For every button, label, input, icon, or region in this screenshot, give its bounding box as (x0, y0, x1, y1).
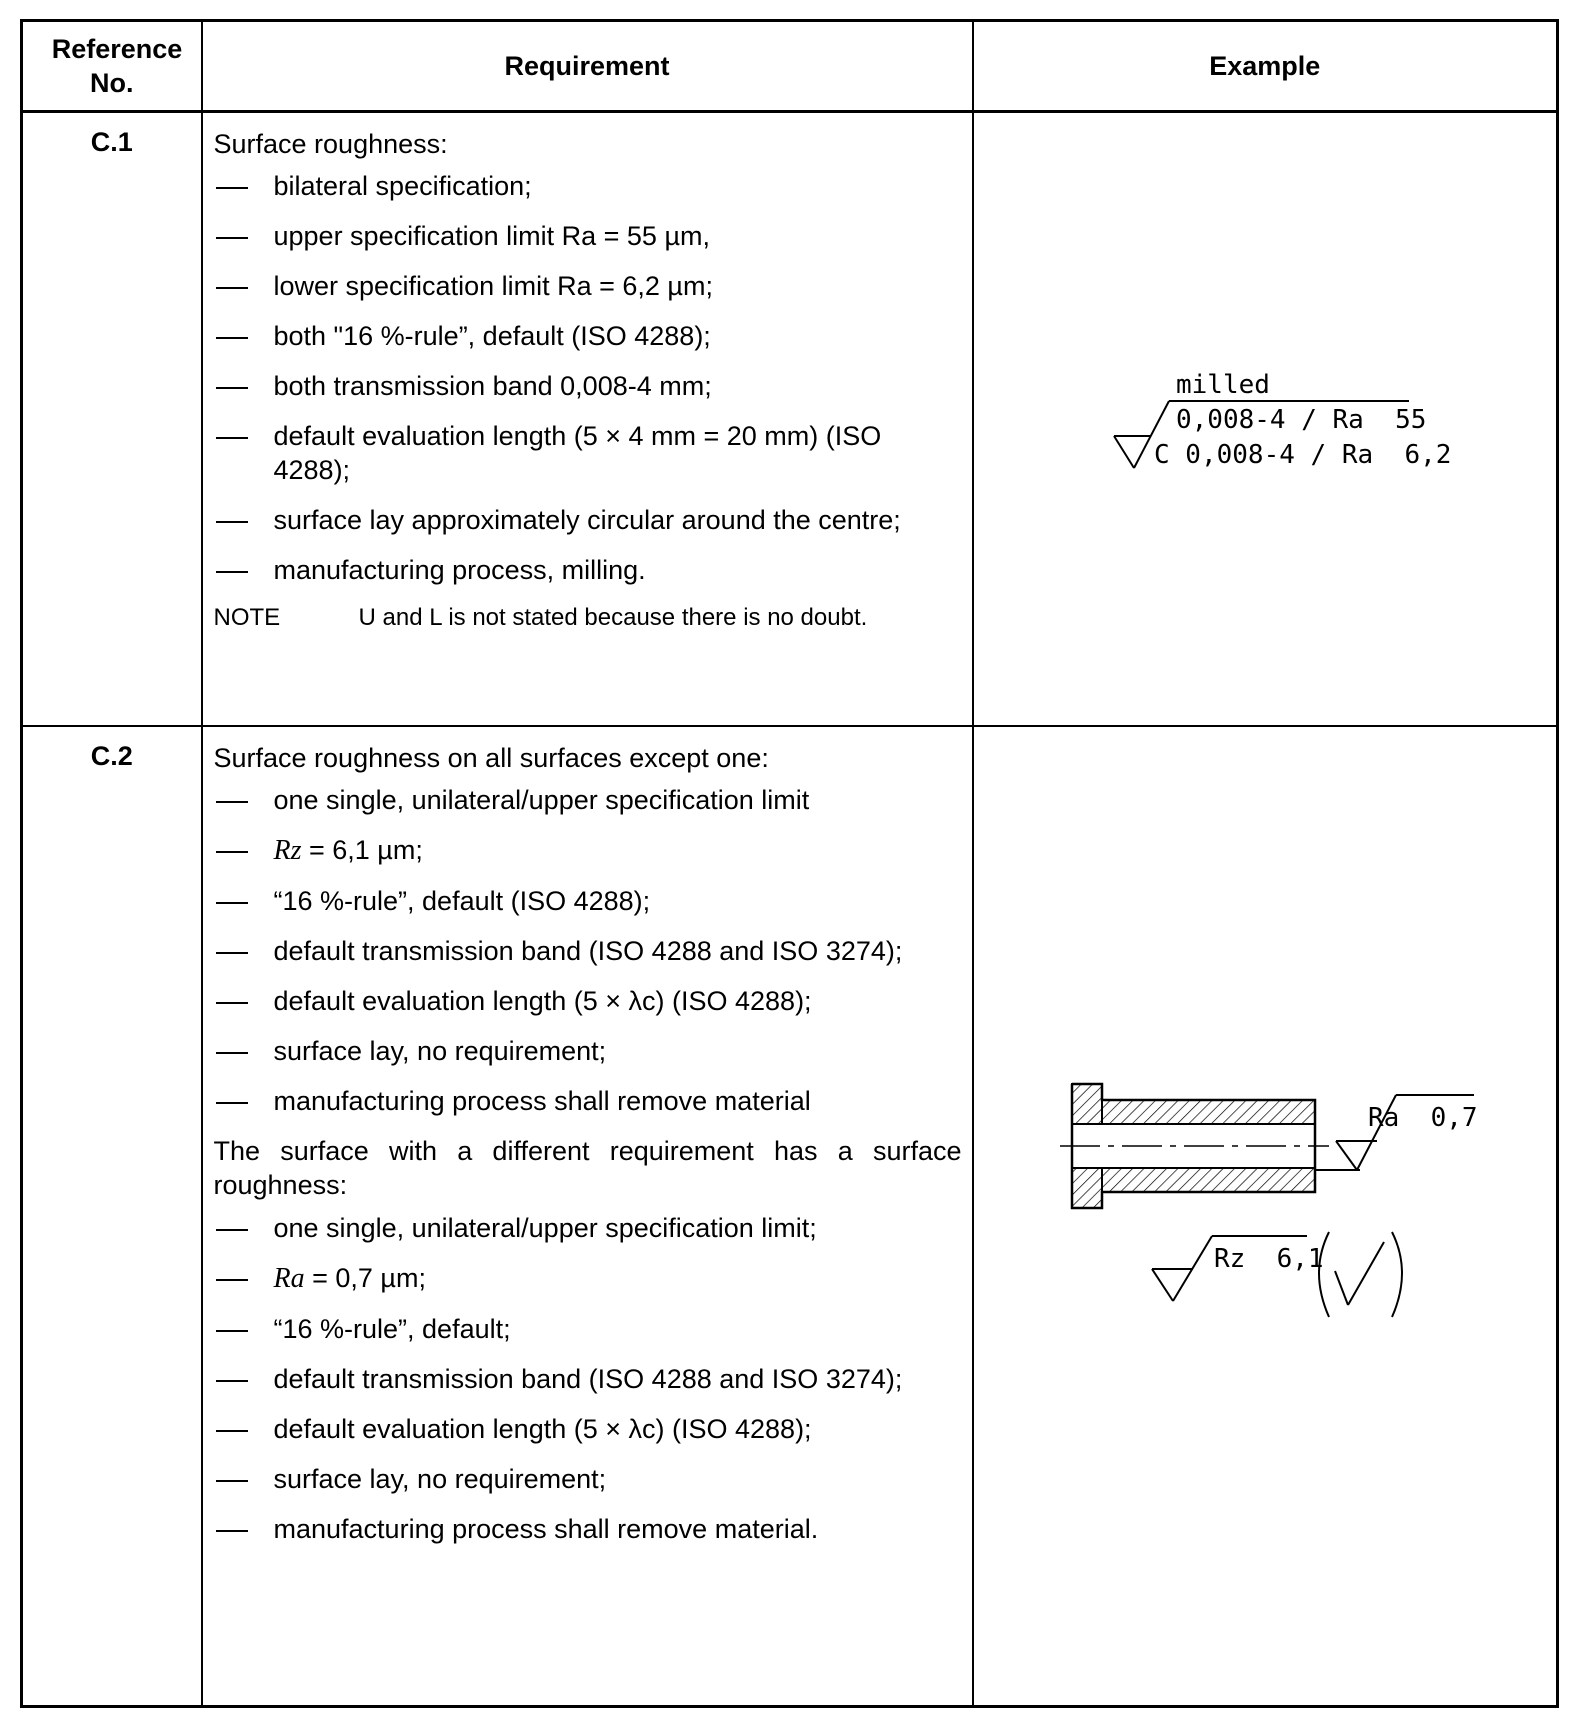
list-item-text: manufacturing process shall remove material (273, 1086, 811, 1116)
list-item-text: “16 %-rule”, default; (273, 1314, 511, 1344)
list-item (214, 369, 962, 403)
list-item (214, 1462, 962, 1496)
header-example: Example (973, 21, 1558, 112)
list-item-text: manufacturing process, milling. (273, 555, 646, 585)
list-item-text: manufacturing process shall remove material. (273, 1514, 819, 1544)
list-item (214, 503, 962, 537)
list-item (214, 984, 962, 1018)
list-item (214, 553, 962, 587)
parameter-symbol: Rz (273, 835, 302, 866)
list-item (214, 1211, 962, 1245)
list-item-text: one single, unilateral/upper specification limit (273, 785, 810, 815)
list-item-text: default transmission band (ISO 4288 and ISO 3274); (273, 1364, 903, 1394)
example-cell (973, 112, 1558, 727)
table-row (22, 112, 1558, 727)
list-item-text: lower specification limit Ra = 6,2 µm; (273, 271, 713, 301)
list-item (214, 1412, 962, 1446)
requirement-list (214, 1211, 962, 1546)
reference-number: C.2 (22, 726, 202, 1707)
list-item-text: default evaluation length (5 × λc) (ISO 4288); (273, 986, 812, 1016)
upper-limit-text: 0,008-4 / Ra 55 (1175, 405, 1426, 435)
list-item-text: surface lay approximately circular around the centre; (273, 505, 901, 535)
ra-value-text: Ra 0,7 (1367, 1103, 1478, 1133)
list-item-text: surface lay, no requirement; (273, 1036, 607, 1066)
parameter-symbol: Ra (273, 1263, 305, 1294)
header-reference-label: Reference No. (51, 34, 183, 98)
note (214, 603, 962, 633)
header-reference (22, 21, 202, 112)
note-text: U and L is not stated because there is no doubt. (358, 604, 868, 631)
requirement-intro: Surface roughness: (213, 129, 448, 159)
list-item-text: default evaluation length (5 × λc) (ISO 4288); (273, 1414, 812, 1444)
list-item-text: bilateral specification; (273, 171, 532, 201)
list-item (214, 319, 962, 353)
list-item-text: upper specification limit Ra = 55 µm, (273, 221, 710, 251)
list-item-text: = 0,7 µm; (304, 1263, 426, 1293)
list-item (214, 783, 962, 817)
note-label: NOTE (213, 604, 281, 631)
list-item (214, 269, 962, 303)
requirement-cell (202, 112, 973, 727)
list-item (214, 219, 962, 253)
requirements-table (20, 19, 1559, 1708)
part-drawing-c2 (974, 727, 1559, 1705)
list-item (214, 1034, 962, 1068)
requirement-intro: Surface roughness on all surfaces except one: (213, 743, 769, 773)
list-item-text: default transmission band (ISO 4288 and ISO 3274); (273, 936, 903, 966)
list-item (214, 1512, 962, 1546)
list-item (214, 1261, 962, 1296)
example-cell (973, 726, 1558, 1707)
symbol-check-short (1114, 436, 1134, 468)
list-item (214, 1312, 962, 1346)
surface-texture-symbol-c1 (974, 113, 1559, 725)
list-item (214, 934, 962, 968)
header-requirement: Requirement (202, 21, 973, 112)
reference-number: C.1 (22, 112, 202, 727)
rz-value-text: Rz 6,1 (1213, 1244, 1324, 1274)
list-item-text: both "16 %-rule”, default (ISO 4288); (273, 321, 711, 351)
list-item-text: one single, unilateral/upper specification limit; (273, 1213, 817, 1243)
list-item (214, 419, 962, 487)
list-item (214, 169, 962, 203)
list-item (214, 1084, 962, 1118)
list-item (214, 884, 962, 918)
lower-limit-text: C 0,008-4 / Ra 6,2 (1153, 440, 1451, 470)
requirement-paragraph: The surface with a different requirement has a surface roughness: (213, 1136, 962, 1200)
process-text: milled (1175, 370, 1270, 400)
table-row (22, 726, 1558, 1707)
requirement-cell (202, 726, 973, 1707)
list-item-text: default evaluation length (5 × 4 mm = 20 mm) (ISO 4288); (273, 421, 882, 485)
list-item-text: “16 %-rule”, default (ISO 4288); (273, 886, 651, 916)
list-item (214, 833, 962, 868)
list-item-text: surface lay, no requirement; (273, 1464, 607, 1494)
list-item (214, 1362, 962, 1396)
list-item-text: both transmission band 0,008-4 mm; (273, 371, 712, 401)
list-item-text: = 6,1 µm; (301, 835, 423, 865)
basic-symbol-in-parentheses-icon (1319, 1232, 1402, 1317)
requirement-list (214, 169, 962, 587)
header-row (22, 21, 1558, 112)
requirement-list (214, 783, 962, 1118)
